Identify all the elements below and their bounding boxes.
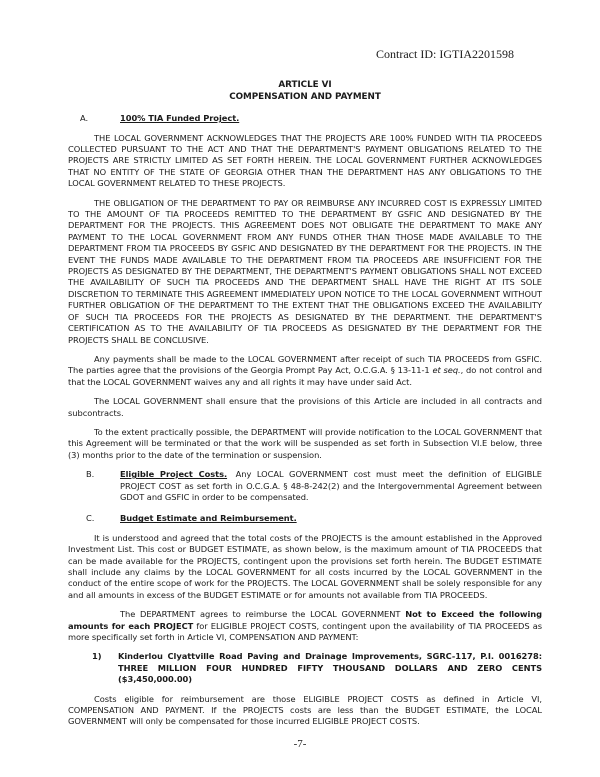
- document-body: [68, 80, 542, 728]
- prompt-pay-text-end: , do not control and that the LOCAL GOVERNMENT waives any and all rights it may have under said Act.: [68, 365, 542, 387]
- article-title: COMPENSATION AND PAYMENT: [229, 91, 381, 102]
- project-item: [68, 651, 542, 685]
- section-a-paragraph-3: [68, 354, 542, 388]
- section-c-title: Budget Estimate and Reimbursement.: [120, 513, 297, 524]
- section-a-heading: [68, 113, 542, 124]
- section-c: [68, 513, 542, 728]
- not-to-exceed-bold: Not to Exceed the following amounts for each PROJECT: [68, 609, 542, 631]
- section-c-paragraph-3: Costs eligible for reimbursement are those ELIGIBLE PROJECT COSTS as defined in Article VI, COMPENSATION AND PAYMENT. If the PROJECTS costs are less than the BUDGET ESTIMATE, the LOCAL GOVERNMENT will only be compensated for those incurred ELIGIBLE PROJECT COSTS.: [68, 693, 542, 727]
- section-a-paragraph-1: THE LOCAL GOVERNMENT ACKNOWLEDGES THAT THE PROJECTS ARE 100% FUNDED WITH TIA PROCEEDS COLLECTED PURSUANT TO THE ACT AND THAT THE DEPARTMENT'S PAYMENT OBLIGATIONS RELATED TO THE PROJECTS ARE STRICTLY LIMITED AS SET FORTH HEREIN. THE LOCAL GOVERNMENT FURTHER ACKNOWLEDGES THAT NO ENTITY OF THE STATE OF GEORGIA OTHER THAN THE DEPARTMENT HAS ANY OBLIGATIONS TO THE LOCAL GOVERNMENT RELATED TO THESE PROJECTS.: [68, 132, 542, 189]
- project-item-number: 1): [92, 651, 102, 662]
- contract-id: Contract ID: IGTIA2201598: [376, 47, 514, 61]
- section-c-letter: C.: [86, 513, 95, 524]
- section-a-paragraph-4: The LOCAL GOVERNMENT shall ensure that the provisions of this Article are included in all contracts and subcontracts.: [68, 396, 542, 418]
- section-b-text: Any LOCAL GOVERNMENT cost must meet the definition of ELIGIBLE PROJECT COST as set forth in O.C.G.A. § 48-8-242(2) and the Intergovernmental Agreement between GDOT and GSFIC in order to be compensated.: [120, 469, 542, 502]
- et-seq-italic: et seq.: [432, 365, 461, 376]
- page-number: -7-: [293, 738, 307, 750]
- section-b-letter: B.: [86, 469, 95, 480]
- prompt-pay-text: Any payments shall be made to the LOCAL GOVERNMENT after receipt of such TIA PROCEEDS from GSFIC. The parties agree that the provisions of the Georgia Prompt Pay Act, O.C.G.A. § 13-11-1: [68, 353, 542, 376]
- section-c-paragraph-1: It is understood and agreed that the total costs of the PROJECTS is the amount established in the Approved Investment List. This cost or BUDGET ESTIMATE, as shown below, is the maximum amount of TIA PROCEEDS that can be made available for the PROJECTS, contingent upon the provisions set forth herein. The BUDGET ESTIMATE shall include any claims by the LOCAL GOVERNMENT for all costs incurred by the LOCAL GOVERNMENT in the conduct of the entire scope of work for the PROJECTS. The LOCAL GOVERNMENT shall be solely responsible for any and all amounts in excess of the BUDGET ESTIMATE or for amounts not available from TIA PROCEEDS.: [68, 532, 542, 600]
- section-a-paragraph-5: To the extent practically possible, the DEPARTMENT will provide notification to the LOCAL GOVERNMENT that this Agreement will be terminated or that the work will be suspended as set forth in Subsection VI.E below, three (3) months prior to the date of the termination or suspension.: [68, 426, 542, 460]
- section-c-heading: [68, 513, 542, 524]
- section-b-body: [120, 469, 542, 503]
- reimburse-text: The DEPARTMENT agrees to reimburse the LOCAL GOVERNMENT: [120, 609, 406, 620]
- section-a: [68, 113, 542, 461]
- section-a-letter: A.: [80, 113, 89, 124]
- section-b: [68, 469, 542, 503]
- section-c-paragraph-2: [68, 609, 542, 643]
- section-a-title: 100% TIA Funded Project.: [120, 113, 240, 124]
- section-b-title: Eligible Project Costs.: [120, 469, 228, 480]
- section-a-paragraph-2: THE OBLIGATION OF THE DEPARTMENT TO PAY OR REIMBURSE ANY INCURRED COST IS EXPRESSLY LIMITED TO THE AMOUNT OF TIA PROCEEDS REMITTED TO THE DEPARTMENT BY GSFIC AND DESIGNATED BY THE DEPARTMENT FOR THE PROJECTS. THIS AGREEMENT DOES NOT OBLIGATE THE DEPARTMENT TO MAKE ANY PAYMENT TO THE LOCAL GOVERNMENT FROM ANY FUNDS OTHER THAN THOSE MADE AVAILABLE TO THE DEPARTMENT FROM TIA PROCEEDS BY GSFIC AND DESIGNATED BY THE DEPARTMENT FOR THE PROJECTS. IN THE EVENT THE FUNDS MADE AVAILABLE TO THE DEPARTMENT FROM TIA PROCEEDS ARE INSUFFICIENT FOR THE PROJECTS AS DESIGNATED BY THE DEPARTMENT, THE DEPARTMENT'S PAYMENT OBLIGATIONS SHALL NOT EXCEED THE AVAILABILITY OF SUCH TIA PROCEEDS AND THE DEPARTMENT SHALL HAVE THE RIGHT AT ITS SOLE DISCRETION TO TERMINATE THIS AGREEMENT IMMEDIATELY UPON NOTICE TO THE LOCAL GOVERNMENT WITHOUT FURTHER OBLIGATION OF THE DEPARTMENT TO THE EXTENT THAT THE OBLIGATIONS EXCEED THE AVAILABILITY OF SUCH TIA PROCEEDS FOR THE PROJECTS AS DESIGNATED BY THE DEPARTMENT. THE DEPARTMENT'S CERTIFICATION AS TO THE AVAILABILITY OF TIA PROCEEDS AS DESIGNATED BY THE DEPARTMENT FOR THE PROJECTS SHALL BE CONCLUSIVE.: [68, 197, 542, 345]
- article-number: ARTICLE VI: [278, 80, 332, 90]
- reimburse-text-end: for ELIGIBLE PROJECT COSTS, contingent upon the availability of TIA PROCEEDS as more specifically set forth in Article VI, COMPENSATION AND PAYMENT:: [68, 620, 543, 643]
- project-item-text: Kinderlou Clyattville Road Paving and Drainage Improvements, SGRC-117, P.I. 0016278: THREE MILLION FOUR HUNDRED FIFTY THOUSAND DOLLARS AND ZERO CENTS ($3,450,000.00): [118, 651, 542, 685]
